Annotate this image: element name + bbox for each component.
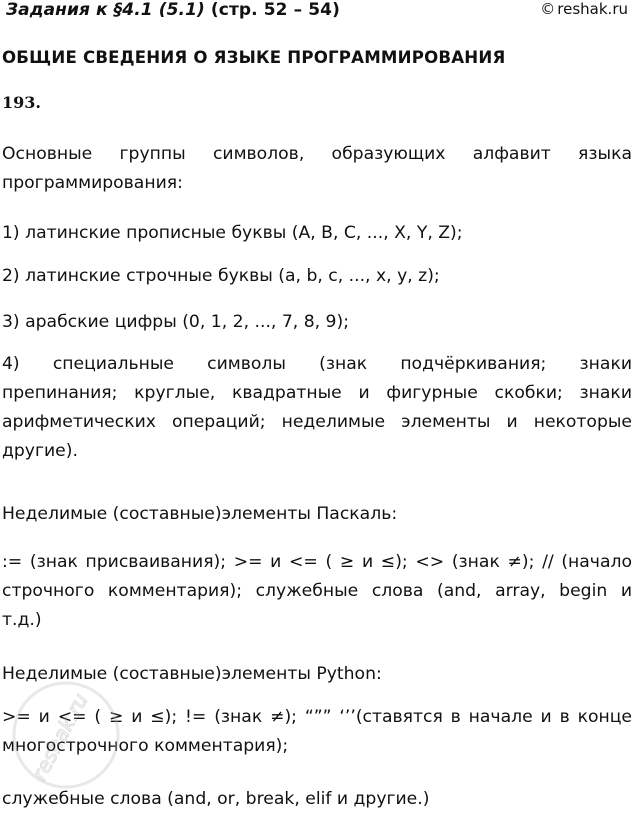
section-heading: ОБЩИЕ СВЕДЕНИЯ О ЯЗЫКЕ ПРОГРАММИРОВАНИЯ <box>2 48 506 67</box>
header-title-pages: (стр. 52 – 54) <box>204 0 340 20</box>
python-line-1: >= и <= ( ≥ и ≤); != (знак ≠); “”” ‘’’(ставятся в начале и в конце <box>2 707 632 727</box>
python-keywords: служебные слова (and, or, break, elif и другие.) <box>2 789 430 809</box>
list-item-4-line-1: 4) специальные символы (знак подчёркивания; знаки <box>2 354 632 374</box>
site-credit[interactable] <box>540 0 628 18</box>
intro-paragraph <box>2 140 632 198</box>
task-number: 193. <box>2 93 41 112</box>
pascal-line-2: строчного комментария); служебные слова (and, array, begin и <box>2 581 632 601</box>
intro-line-1: Основные группы символов, образующих алфавит языка <box>2 144 632 164</box>
watermark-text: reshak.ru <box>26 689 93 785</box>
pascal-line-1: := (знак присваивания); >= и <= ( ≥ и ≤); <> (знак ≠); // (начало <box>2 552 632 572</box>
list-item-1: 1) латинские прописные буквы (A, B, C, ..., X, Y, Z); <box>2 223 463 243</box>
list-item-2: 2) латинские строчные буквы (a, b, c, ..., x, y, z); <box>2 266 440 286</box>
page-header <box>6 0 628 24</box>
copyright-icon: © <box>540 0 556 18</box>
python-line-2: многострочного комментария); <box>2 736 289 756</box>
intro-line-2: программирования: <box>2 173 183 193</box>
python-paragraph <box>2 703 632 761</box>
list-item-4-line-3: арифметических операций; неделимые элементы и некоторые <box>2 412 632 432</box>
site-name: reshak.ru <box>557 0 628 18</box>
list-item-4 <box>2 350 632 466</box>
list-item-3: 3) арабские цифры (0, 1, 2, ..., 7, 8, 9); <box>2 312 349 332</box>
header-title <box>6 0 340 20</box>
pascal-paragraph <box>2 548 632 635</box>
header-title-section: Задания к §4.1 (5.1) <box>6 0 205 20</box>
pascal-title: Неделимые (составные)элементы Паскаль: <box>2 504 398 524</box>
pascal-line-3: т.д.) <box>2 610 42 630</box>
python-title: Неделимые (составные)элементы Python: <box>2 664 382 684</box>
list-item-4-line-2: препинания; круглые, квадратные и фигурные скобки; знаки <box>2 383 632 403</box>
list-item-4-line-4: другие). <box>2 441 78 461</box>
